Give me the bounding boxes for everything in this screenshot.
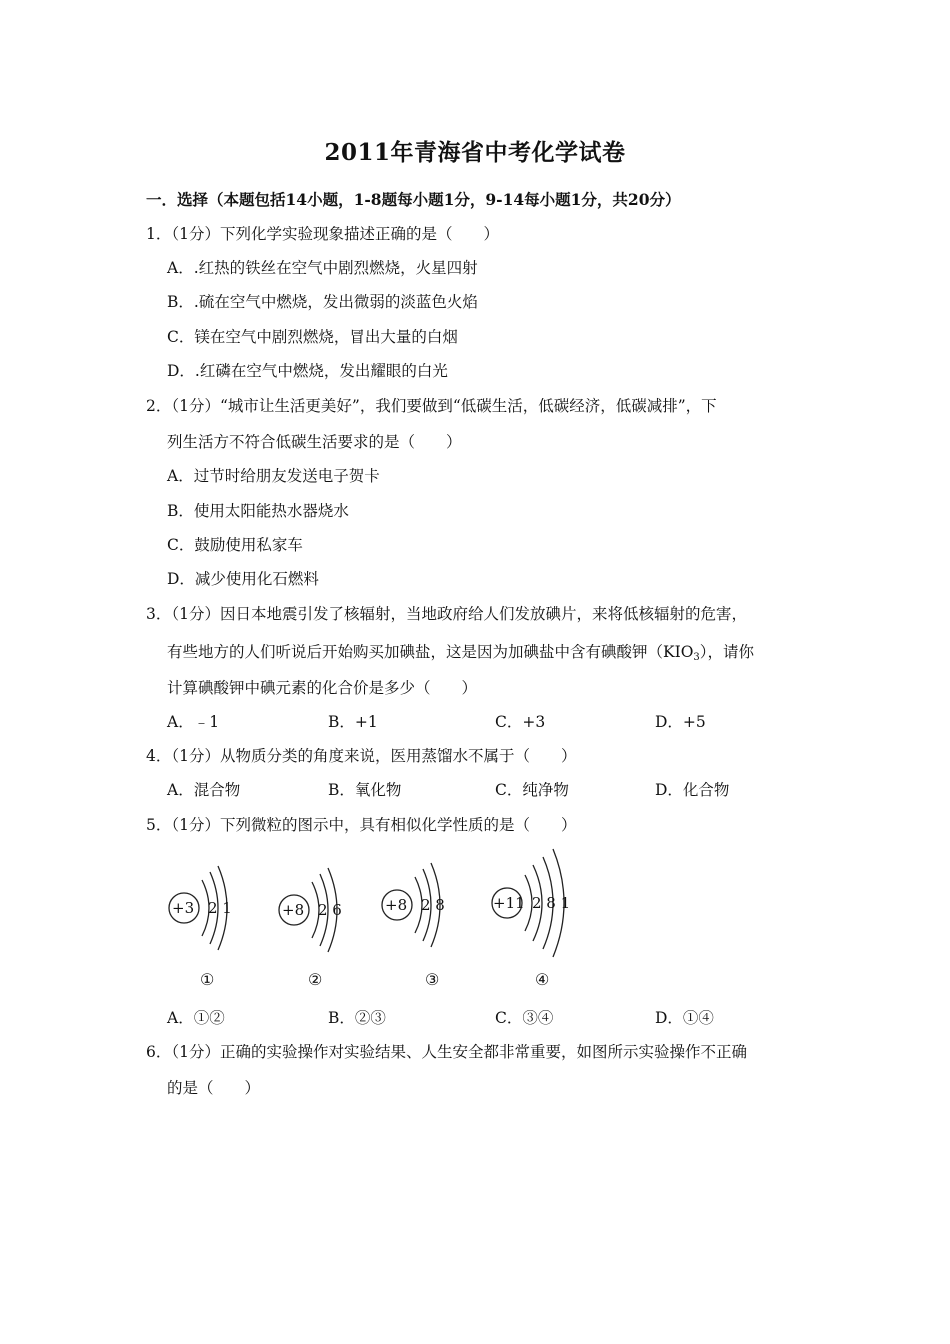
question-2-stem-line1: 2．（1分）“城市让生活更美好”，我们要做到“低碳生活，低碳经济，低碳减排”，下 <box>146 397 717 415</box>
question-5-option-b: B．②③ <box>328 1009 386 1027</box>
question-5-stem: 5．（1分）下列微粒的图示中，具有相似化学性质的是（ ） <box>146 816 577 834</box>
atom-3-label: ③ <box>425 970 440 989</box>
atom-2-label: ② <box>308 970 323 989</box>
atom-1-nucleus: +3 <box>172 899 195 917</box>
question-3-option-a: A．﹣1 <box>167 713 220 731</box>
atom-3-electrons: 2 8 <box>421 896 445 914</box>
question-3-stem-line2: 有些地方的人们听说后开始购买加碘盐，这是因为加碘盐中含有碘酸钾$(KIO_3)$，请你 <box>167 643 755 663</box>
atom-1-label: ① <box>200 970 215 989</box>
atom-4-label: ④ <box>535 970 550 989</box>
question-1-option-a: A．.红热的铁丝在空气中剧烈燃烧，火星四射 <box>167 259 478 277</box>
question-2-option-a: A．过节时给朋友发送电子贺卡 <box>167 467 380 485</box>
question-2-option-b: B．使用太阳能热水器烧水 <box>167 502 349 520</box>
question-4-option-d: D．化合物 <box>655 781 730 799</box>
question-1-option-b: B．.硫在空气中燃烧，发出微弱的淡蓝色火焰 <box>167 293 478 311</box>
question-5-option-c: C．③④ <box>495 1009 554 1027</box>
question-1-option-c: C．镁在空气中剧烈燃烧，冒出大量的白烟 <box>167 328 458 346</box>
page-title: 2011年青海省中考化学试卷 <box>324 139 626 166</box>
atom-2-electrons: 2 6 <box>318 901 342 919</box>
section-heading: 一．选择（本题包括14小题，1-8题每小题1分，9-14每小题1分，共20分） <box>146 190 681 209</box>
question-2-option-d: D．减少使用化石燃料 <box>167 570 319 588</box>
question-5-option-d: D．①④ <box>655 1009 714 1027</box>
question-6-stem-line1: 6．（1分）正确的实验操作对实验结果、人生安全都非常重要，如图所示实验操作不正确 <box>146 1043 747 1061</box>
question-5-option-a: A．①② <box>167 1009 225 1027</box>
subscript-3: 3 <box>693 652 700 663</box>
question-3-stem-line3: 计算碘酸钾中碘元素的化合价是多少（ ） <box>167 679 478 697</box>
atom-4-electrons: 2 8 1 <box>532 894 571 912</box>
atom-1-electrons: 2 1 <box>208 899 232 917</box>
question-1-stem: 1．（1分）下列化学实验现象描述正确的是（ ） <box>146 225 499 243</box>
question-6-stem-line2: 的是（ ） <box>167 1079 261 1097</box>
atom-4-nucleus: +11 <box>493 894 525 912</box>
atom-3-nucleus: +8 <box>385 896 408 914</box>
atom-structure-diagrams <box>160 842 590 992</box>
question-3-option-d: D．+5 <box>655 713 706 731</box>
question-4-option-c: C．纯净物 <box>495 781 569 799</box>
question-1-option-d: D．.红磷在空气中燃烧，发出耀眼的白光 <box>167 362 448 380</box>
question-4-stem: 4．（1分）从物质分类的角度来说，医用蒸馏水不属于（ ） <box>146 747 577 765</box>
question-3-stem-line1: 3．（1分）因日本地震引发了核辐射，当地政府给人们发放碘片，来将低核辐射的危害， <box>146 605 747 623</box>
question-2-stem-line2: 列生活方不符合低碳生活要求的是（ ） <box>167 433 462 451</box>
question-3-option-c: C．+3 <box>495 713 546 731</box>
question-2-option-c: C．鼓励使用私家车 <box>167 536 303 554</box>
question-4-option-b: B．氧化物 <box>328 781 402 799</box>
question-3-option-b: B．+1 <box>328 713 378 731</box>
question-4-option-a: A．混合物 <box>167 781 241 799</box>
atom-2-nucleus: +8 <box>282 901 305 919</box>
atom-4-shell-1 <box>525 875 532 931</box>
